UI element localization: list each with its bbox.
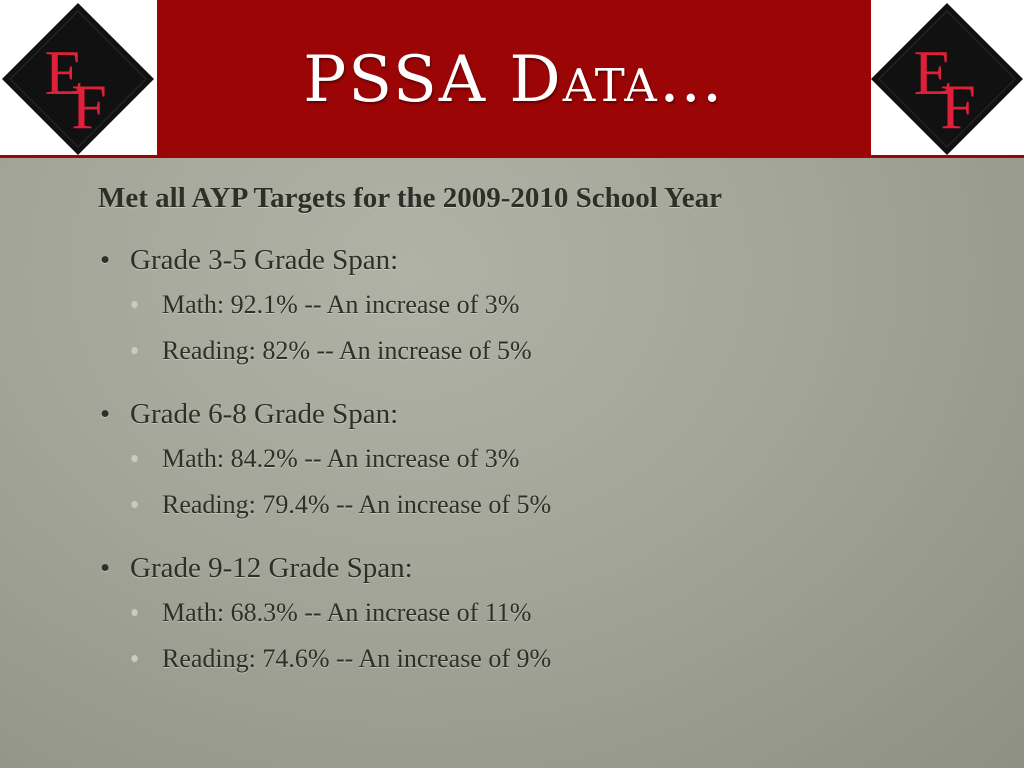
bullet-icon: • <box>100 552 111 584</box>
sub-bullet-icon: • <box>130 598 140 627</box>
slide-title: PSSA Data… <box>303 43 725 117</box>
bullet-icon: • <box>100 244 111 276</box>
logo-letter-e: E <box>44 37 84 108</box>
ef-logo-icon <box>870 2 1024 156</box>
bullet-grade-6-8 <box>98 392 978 436</box>
bullet-grade-9-12 <box>98 546 978 590</box>
sub-bullet-icon: • <box>130 644 140 673</box>
ef-logo-icon <box>1 2 155 156</box>
sub-bullet-icon: • <box>130 290 140 319</box>
sub-bullet-text: Math: 68.3% -- An increase of 11% <box>162 598 532 627</box>
sub-bullet-text: Reading: 82% -- An increase of 5% <box>162 336 532 365</box>
sub-bullet-math <box>98 436 978 482</box>
sub-bullet-text: Reading: 79.4% -- An increase of 5% <box>162 490 552 519</box>
sub-bullet-text: Reading: 74.6% -- An increase of 9% <box>162 644 552 673</box>
grade-span-group <box>98 238 978 374</box>
sub-bullet-reading <box>98 482 978 528</box>
school-logo-right <box>870 2 1024 156</box>
grade-span-group <box>98 392 978 528</box>
sub-bullet-reading <box>98 636 978 682</box>
bullet-text: Grade 6-8 Grade Span: <box>130 398 399 430</box>
sub-bullet-text: Math: 92.1% -- An increase of 3% <box>162 290 520 319</box>
logo-letter-f: F <box>940 71 976 142</box>
school-logo-left <box>1 2 155 156</box>
lead-statement: Met all AYP Targets for the 2009-2010 School Year <box>98 182 722 214</box>
sub-bullet-math <box>98 282 978 328</box>
sub-bullet-math <box>98 590 978 636</box>
sub-bullet-text: Math: 84.2% -- An increase of 3% <box>162 444 520 473</box>
bullet-grade-3-5 <box>98 238 978 282</box>
bullet-icon: • <box>100 398 111 430</box>
logo-letter-e: E <box>913 37 953 108</box>
sub-bullet-icon: • <box>130 336 140 365</box>
bullet-text: Grade 9-12 Grade Span: <box>130 552 413 584</box>
sub-bullet-reading <box>98 328 978 374</box>
logo-letter-f: F <box>71 71 107 142</box>
sub-bullet-icon: • <box>130 490 140 519</box>
sub-bullet-icon: • <box>130 444 140 473</box>
bullet-text: Grade 3-5 Grade Span: <box>130 244 399 276</box>
slide-body <box>98 176 978 700</box>
grade-span-group <box>98 546 978 682</box>
